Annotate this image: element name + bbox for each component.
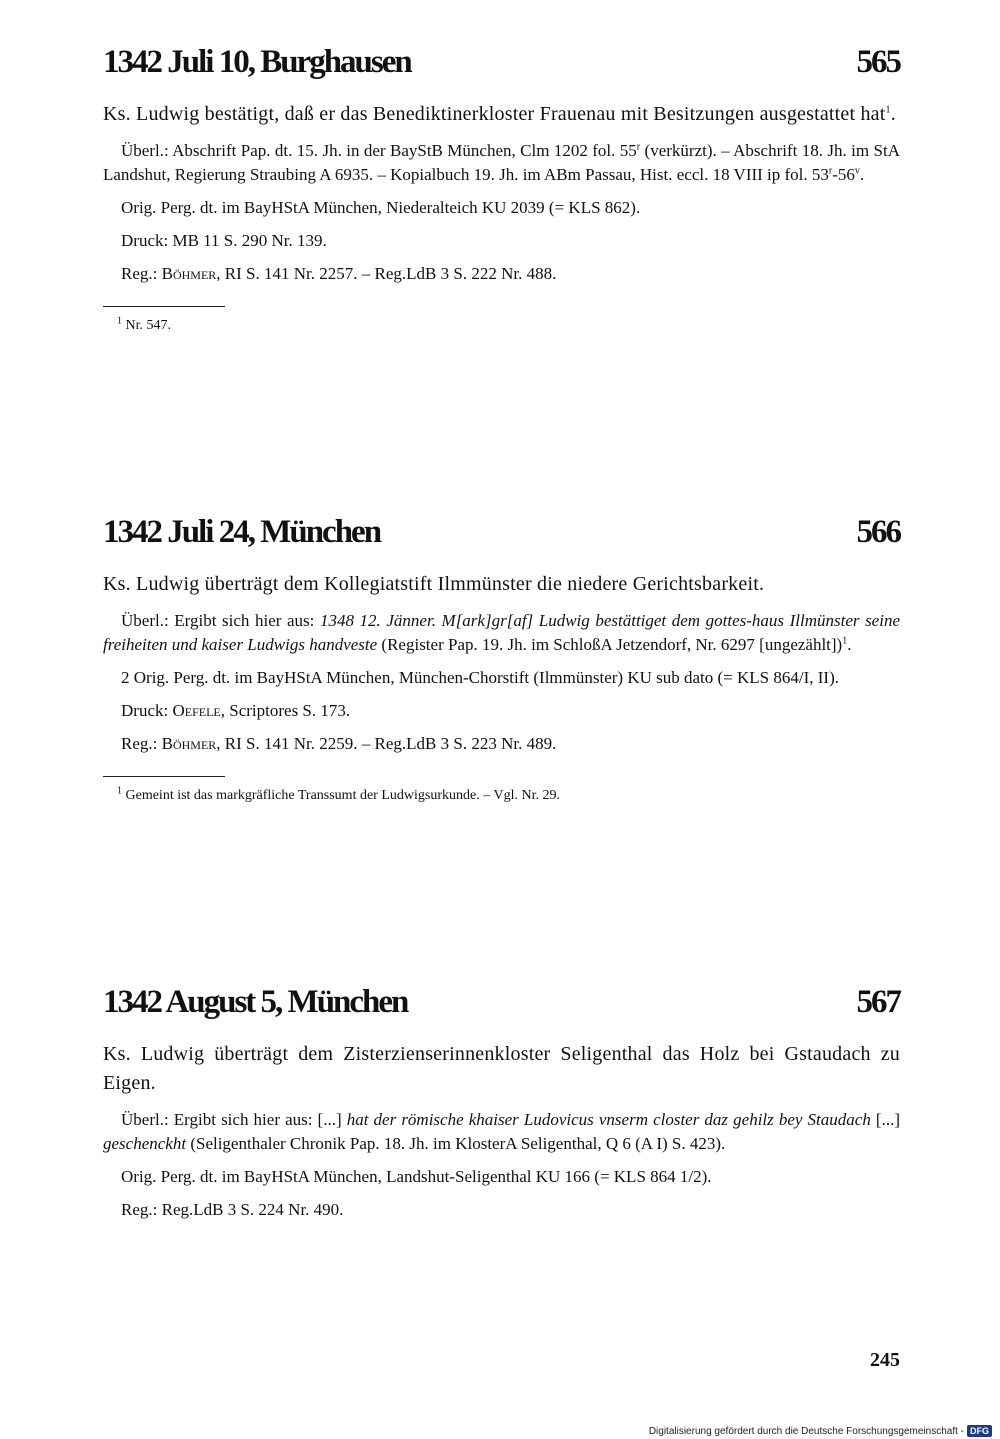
entry-567 <box>103 982 900 1231</box>
entry-date-place: 1342 Juli 10, Burghausen <box>103 44 411 80</box>
entry-566 <box>103 512 900 805</box>
druck: Druck: Oefele, Scriptores S. 173. <box>121 701 351 720</box>
entry-heading <box>103 42 900 86</box>
entry-number: 566 <box>856 514 900 550</box>
footnote-rule <box>103 776 225 777</box>
footnote-rule <box>103 306 225 307</box>
entry-heading <box>103 982 900 1026</box>
ueberlieferung: Überl.: Ergibt sich hier aus: [...] hat der römische khaiser Ludovicus vnserm closter daz gehilz bey Staudach [...] geschenckht (Seligenthaler Chronik Pap. 18. Jh. im KlosterA Seligenthal, Q 6 (A I) S. 423). <box>103 1110 900 1153</box>
entry-summary: Ks. Ludwig bestätigt, daß er das Benediktinerkloster Frauenau mit Besitzungen ausgestattet hat$^1$. <box>103 103 896 125</box>
dfg-logo-icon: DFG <box>967 1425 992 1437</box>
original: Orig. Perg. dt. im BayHStA München, Landshut-Seligenthal KU 166 (= KLS 864 1/2). <box>121 1167 712 1186</box>
digitization-credit <box>649 1425 992 1437</box>
entry-summary: Ks. Ludwig überträgt dem Kollegiatstift Ilmmünster die niedere Gerichtsbarkeit. <box>103 573 765 595</box>
entry-number: 565 <box>856 44 900 80</box>
regesten: Reg.: Reg.LdB 3 S. 224 Nr. 490. <box>121 1200 344 1219</box>
original: Orig. Perg. dt. im BayHStA München, Niederalteich KU 2039 (= KLS 862). <box>121 198 641 217</box>
entry-number: 567 <box>856 984 900 1020</box>
ueberlieferung: Überl.: Ergibt sich hier aus: 1348 12. Jänner. M[ark]gr[af] Ludwig bestättiget dem gottes-haus Illmünster seine freiheiten und kaiser Ludwigs handveste (Register Pap. 19. Jh. im SchloßA Jetzendorf, Nr. 6297 [ungezählt])$^1$. <box>103 611 900 654</box>
entry-date-place: 1342 August 5, München <box>103 984 408 1020</box>
original: 2 Orig. Perg. dt. im BayHStA München, München-Chorstift (Ilmmünster) KU sub dato (= KLS 864/I, II). <box>121 668 840 687</box>
regesten: Reg.: Böhmer, RI S. 141 Nr. 2257. – Reg.LdB 3 S. 222 Nr. 488. <box>121 264 557 283</box>
footnote: $^1$ Gemeint ist das markgräfliche Transsumt der Ludwigsurkunde. – Vgl. Nr. 29. <box>117 785 560 803</box>
entry-summary: Ks. Ludwig überträgt dem Zisterzienserinnenkloster Seligenthal das Holz bei Gstaudach zu Eigen. <box>103 1043 900 1094</box>
druck: Druck: MB 11 S. 290 Nr. 139. <box>121 231 327 250</box>
footnote: $^1$ Nr. 547. <box>117 315 171 333</box>
entry-date-place: 1342 Juli 24, München <box>103 514 381 550</box>
credit-text: Digitalisierung gefördert durch die Deutsche Forschungsgemeinschaft - <box>648 1425 964 1437</box>
entry-heading <box>103 512 900 556</box>
entry-565 <box>103 42 900 335</box>
page-number: 245 <box>870 1349 900 1371</box>
ueberlieferung: Überl.: Abschrift Pap. dt. 15. Jh. in der BayStB München, Clm 1202 fol. 55$^r$ (verkürzt). – Abschrift 18. Jh. im StA Landshut, Regierung Straubing A 6935. – Kopialbuch 19. Jh. im ABm Passau, Hist. eccl. 18 VIII ip fol. 53$^r$-56$^v$. <box>103 141 900 184</box>
regesten: Reg.: Böhmer, RI S. 141 Nr. 2259. – Reg.LdB 3 S. 223 Nr. 489. <box>121 734 557 753</box>
